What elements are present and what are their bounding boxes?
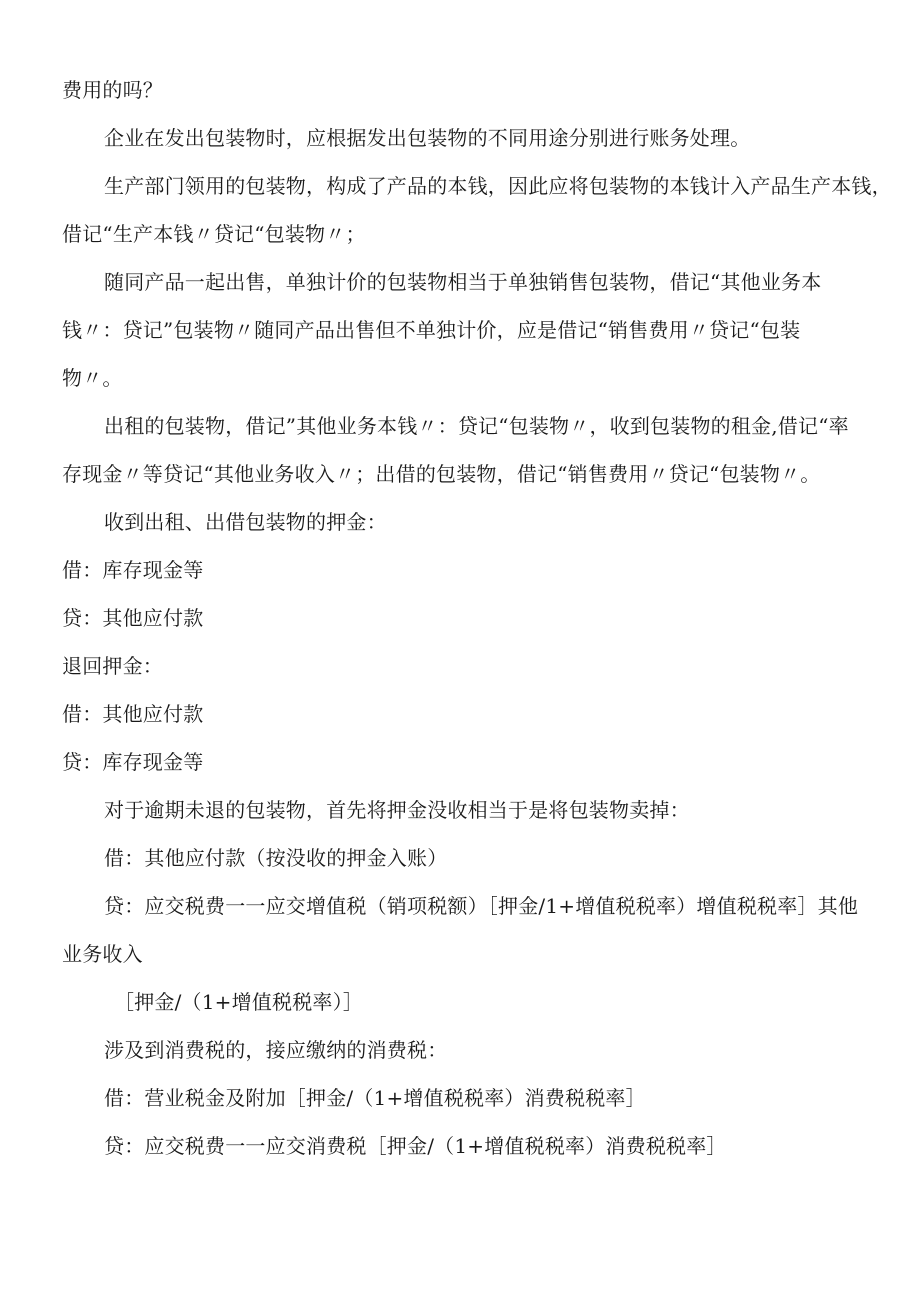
text-line: 钱〃：贷记”包装物〃随同产品出售但不单独计价，应是借记“销售费用〃贷记“包装 — [62, 318, 801, 342]
text-line: 物〃。 — [62, 366, 123, 390]
text-line: 借：库存现金等 — [62, 558, 204, 582]
text-line: 贷：其他应付款 — [62, 606, 204, 630]
text-line: 对于逾期未退的包装物，首先将押金没收相当于是将包装物卖掉： — [104, 798, 690, 822]
text-line: 企业在发出包装物时，应根据发出包装物的不同用途分别进行账务处理。 — [104, 126, 751, 150]
text-line: 借：其他应付款 — [62, 702, 204, 726]
text-line: 出租的包装物，借记”其他业务本钱〃：贷记“包装物〃，收到包装物的租金,借记“率 — [104, 414, 849, 438]
text-line: 借：其他应付款（按没收的押金入账） — [104, 846, 448, 870]
text-line: 退回押金： — [62, 654, 163, 678]
text-line: 收到出租、出借包装物的押金： — [104, 510, 387, 534]
text-line: 贷：库存现金等 — [62, 750, 204, 774]
text-line: 借记“生产本钱〃贷记“包装物〃； — [62, 222, 366, 246]
document-page — [62, 66, 892, 1170]
text-line: 生产部门领用的包装物，构成了产品的本钱，因此应将包装物的本钱计入产品生产本钱， — [104, 174, 892, 198]
text-line: 随同产品一起出售，单独计价的包装物相当于单独销售包装物，借记“其他业务本 — [104, 270, 822, 294]
text-line: 借：营业税金及附加［押金/（1+增值税税率）消费税税率］ — [104, 1086, 646, 1110]
text-line: 业务收入 — [62, 942, 143, 966]
text-line: 费用的吗？ — [62, 78, 163, 102]
text-line: 贷：应交税费一一应交消费税［押金/（1+增值税税率）消费税税率］ — [104, 1134, 727, 1158]
text-line: 涉及到消费税的，接应缴纳的消费税： — [104, 1038, 448, 1062]
text-line: 存现金〃等贷记“其他业务收入〃；出借的包装物，借记“销售费用〃贷记“包装物〃。 — [62, 462, 821, 486]
text-line: 贷：应交税费一一应交增值税（销项税额）［押金/1+增值税税率）增值税税率］其他 — [104, 894, 859, 918]
text-line: ［押金/（1+增值税税率）］ — [114, 990, 364, 1014]
